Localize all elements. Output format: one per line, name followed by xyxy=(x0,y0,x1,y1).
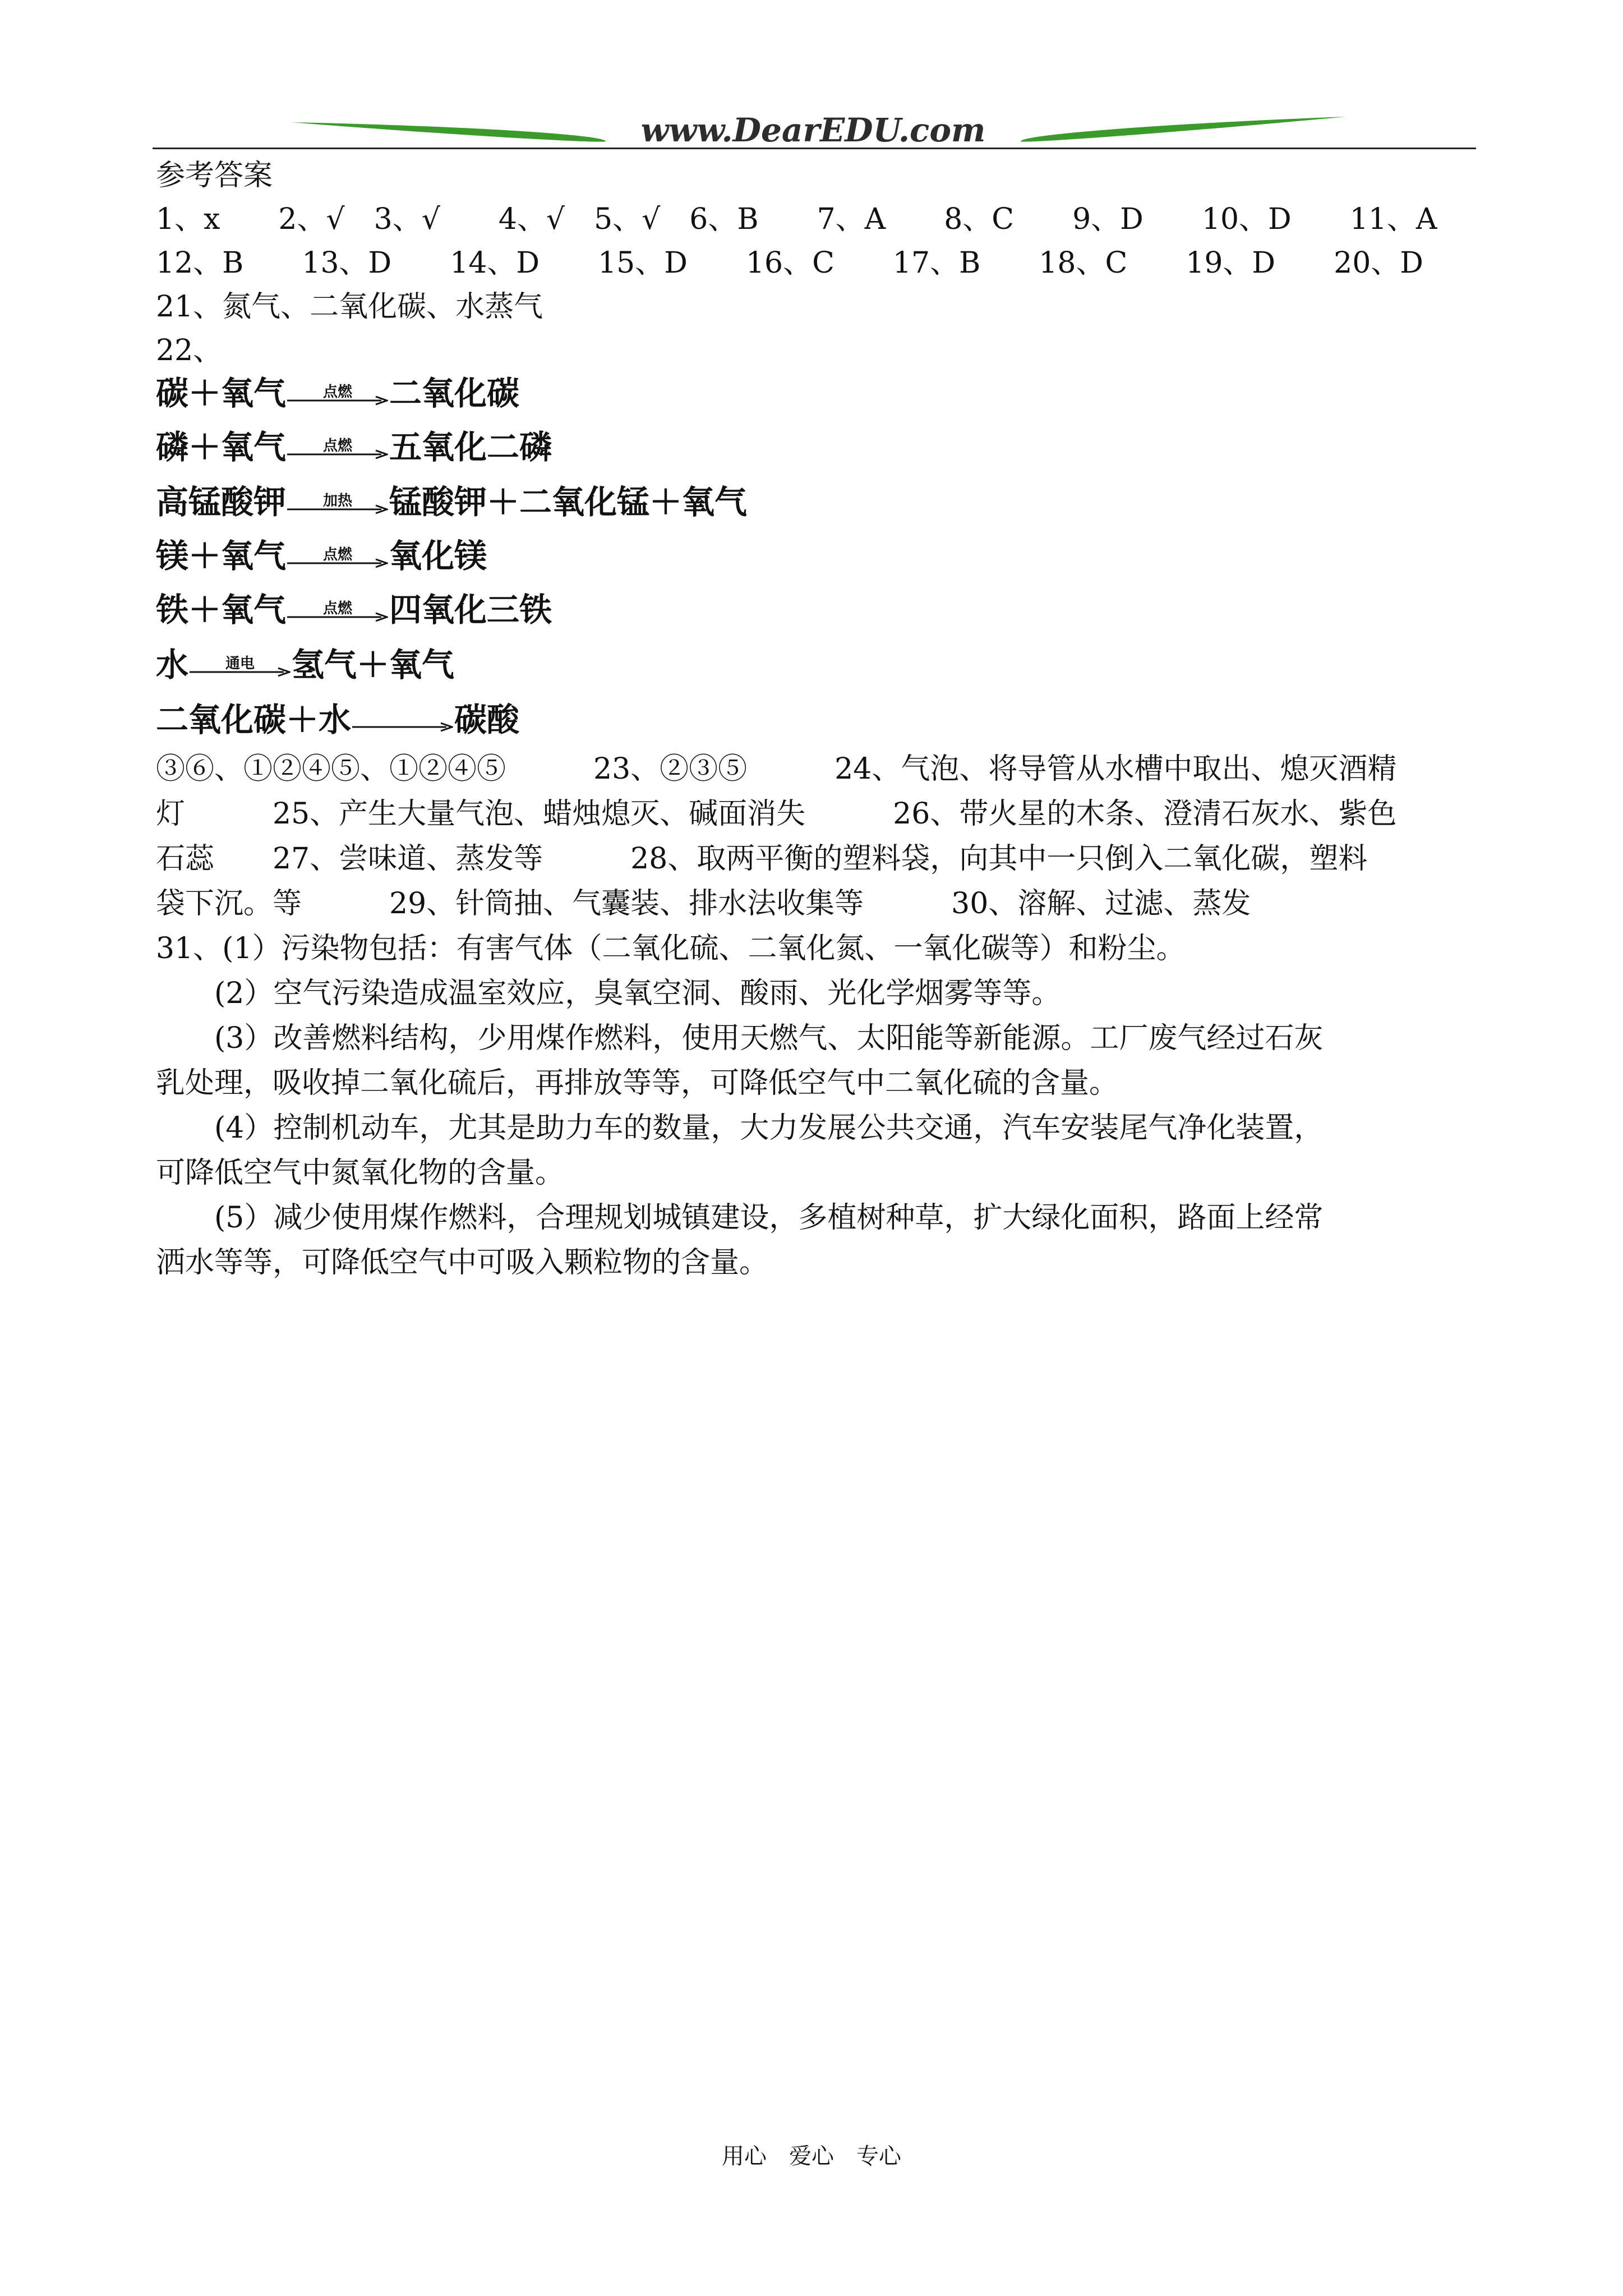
equation-products: 四氧化三铁 xyxy=(389,591,552,629)
equation-products: 碳酸 xyxy=(454,701,520,739)
equation-reactants: 水 xyxy=(156,646,189,684)
footer-motto: 用心 爱心 专心 xyxy=(722,2143,901,2169)
answers-row-2: 12、B 13、D 14、D 15、D 16、C 17、B 18、C 19、D 20、D xyxy=(156,246,1423,280)
page-title: 参考答案 xyxy=(156,159,273,192)
paragraph-line: (5）减少使用煤作燃料，合理规划城镇建设，多植树种草，扩大绿化面积，路面上经常 xyxy=(156,1201,1324,1235)
paragraph-line: 灯 25、产生大量气泡、蜡烛熄灭、碱面消失 26、带火星的木条、澄清石灰水、紫色 xyxy=(156,797,1397,831)
equation-products: 氢气＋氧气 xyxy=(292,646,455,684)
logo-text: www.DearEDU.com xyxy=(640,112,986,149)
equation-reactants: 镁＋氧气 xyxy=(156,537,287,575)
header-rule xyxy=(153,148,1476,149)
answer-22-label: 22、 xyxy=(156,334,223,367)
reaction-arrow-icon xyxy=(287,597,388,631)
answers-row-1: 1、x 2、√ 3、√ 4、√ 5、√ 6、B 7、A 8、C 9、D 10、D 11、A xyxy=(156,203,1437,236)
equation-row xyxy=(156,427,552,468)
equation-products: 五氧化二磷 xyxy=(389,428,552,466)
paragraph-line: (3）改善燃料结构，少用煤作燃料，使用天燃气、太阳能等新能源。工厂废气经过石灰 xyxy=(156,1022,1324,1055)
equation-row xyxy=(156,536,487,577)
reaction-arrow-icon xyxy=(352,707,453,740)
paragraph-line: (2）空气污染造成温室效应，臭氧空洞、酸雨、光化学烟雾等等。 xyxy=(156,977,1061,1010)
equation-reactants: 二氧化碳＋水 xyxy=(156,701,352,739)
answer-21: 21、氮气、二氧化碳、水蒸气 xyxy=(156,290,543,324)
reaction-arrow-icon xyxy=(190,652,291,685)
reaction-condition: 点燃 xyxy=(323,384,353,401)
paragraph-line: 31、(1）污染物包括：有害气体（二氧化硫、二氧化氮、一氧化碳等）和粉尘。 xyxy=(156,932,1186,965)
equation-reactants: 铁＋氧气 xyxy=(156,591,287,629)
equation-row xyxy=(156,482,747,523)
paragraph-line: 石蕊 27、尝味道、蒸发等 28、取两平衡的塑料袋，向其中一只倒入二氧化碳，塑料 xyxy=(156,842,1368,876)
equation-row xyxy=(156,645,454,685)
equation-reactants: 高锰酸钾 xyxy=(156,483,287,521)
equation-products: 锰酸钾＋二氧化锰＋氧气 xyxy=(389,483,748,521)
reaction-arrow-icon xyxy=(287,434,388,468)
reaction-arrow-icon xyxy=(287,380,388,414)
reaction-condition: 点燃 xyxy=(323,546,353,563)
paragraph-line: ③⑥、①②④⑤、①②④⑤ 23、②③⑤ 24、气泡、将导管从水槽中取出、熄灭酒精 xyxy=(156,752,1397,786)
reaction-condition: 通电 xyxy=(225,655,255,672)
equation-reactants: 磷＋氧气 xyxy=(156,428,287,466)
equation-row xyxy=(156,590,552,631)
reaction-condition: 点燃 xyxy=(323,438,353,454)
paragraph-line: 洒水等等，可降低空气中可吸入颗粒物的含量。 xyxy=(156,1246,769,1280)
reaction-condition: 加热 xyxy=(323,493,353,509)
equation-reactants: 碳＋氧气 xyxy=(156,374,287,412)
equation-row xyxy=(156,700,519,740)
paragraph-line: 乳处理，吸收掉二氧化硫后，再排放等等，可降低空气中二氧化硫的含量。 xyxy=(156,1066,1119,1100)
equation-products: 氧化镁 xyxy=(389,537,487,575)
dearedu-logo xyxy=(292,112,1346,151)
equation-row xyxy=(156,374,519,414)
paragraph-line: (4）控制机动车，尤其是助力车的数量，大力发展公共交通，汽车安装尾气净化装置， xyxy=(156,1111,1324,1145)
paragraph-line: 袋下沉。等 29、针筒抽、气囊装、排水法收集等 30、溶解、过滤、蒸发 xyxy=(156,887,1251,921)
reaction-arrow-icon xyxy=(287,543,388,577)
reaction-arrow-icon xyxy=(287,489,388,523)
reaction-condition: 点燃 xyxy=(323,600,353,617)
paragraph-line: 可降低空气中氮氧化物的含量。 xyxy=(156,1156,565,1190)
equation-products: 二氧化碳 xyxy=(389,374,520,412)
